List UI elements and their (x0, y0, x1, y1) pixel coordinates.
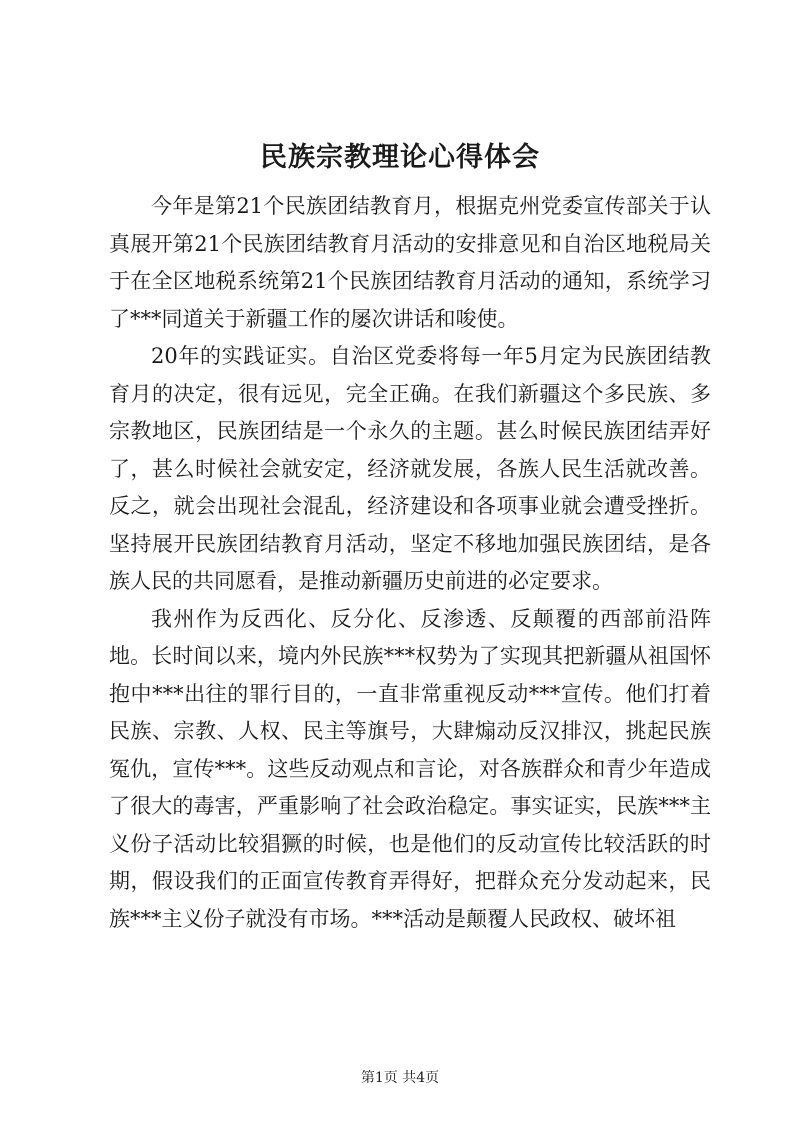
paragraph-1: 今年是第21个民族团结教育月，根据克州党委宣传部关于认真展开第21个民族团结教育月活动的安排意见和自治区地税局关于在全区地税系统第21个民族团结教育月活动的通知，系统学习了***同道关于新疆工作的屡次讲话和唆使。 (109, 194, 711, 331)
document-title: 民族宗教理论心得体会 (260, 142, 540, 173)
paragraph-2: 20年的实践证实。自治区党委将每一年5月定为民族团结教育月的决定，很有远见，完全正确。在我们新疆这个多民族、多宗教地区，民族团结是一个永久的主题。甚么时候民族团结弄好了，甚么时候社会就安定，经济就发展，各族人民生活就改善。反之，就会出现社会混乱，经济建设和各项事业就会遭受挫折。坚持展开民族团结教育月活动，坚定不移地加强民族团结，是各族人民的共同愿看，是推动新疆历史前进的必定要求。 (109, 344, 711, 593)
page-number-footer: 第1页 共4页 (360, 1070, 440, 1086)
paragraph-3: 我州作为反西化、反分化、反渗透、反颠覆的西部前沿阵地。长时间以来，境内外民族***权势为了实现其把新疆从祖国怀抱中***出往的罪行目的，一直非常重视反动***宣传。他们打着民族、宗教、人权、民主等旗号，大肆煽动反汉排汉，挑起民族冤仇，宣传***。这些反动观点和言论，对各族群众和青少年造成了很大的毒害，严重影响了社会政治稳定。事实证实，民族***主义份子活动比较猖獗的时候，也是他们的反动宣传比较活跃的时期，假设我们的正面宣传教育弄得好，把群众充分发动起来，民族***主义份子就没有市场。***活动是颠覆人民政权、破坏祖 (109, 606, 711, 931)
document-body (109, 188, 711, 938)
